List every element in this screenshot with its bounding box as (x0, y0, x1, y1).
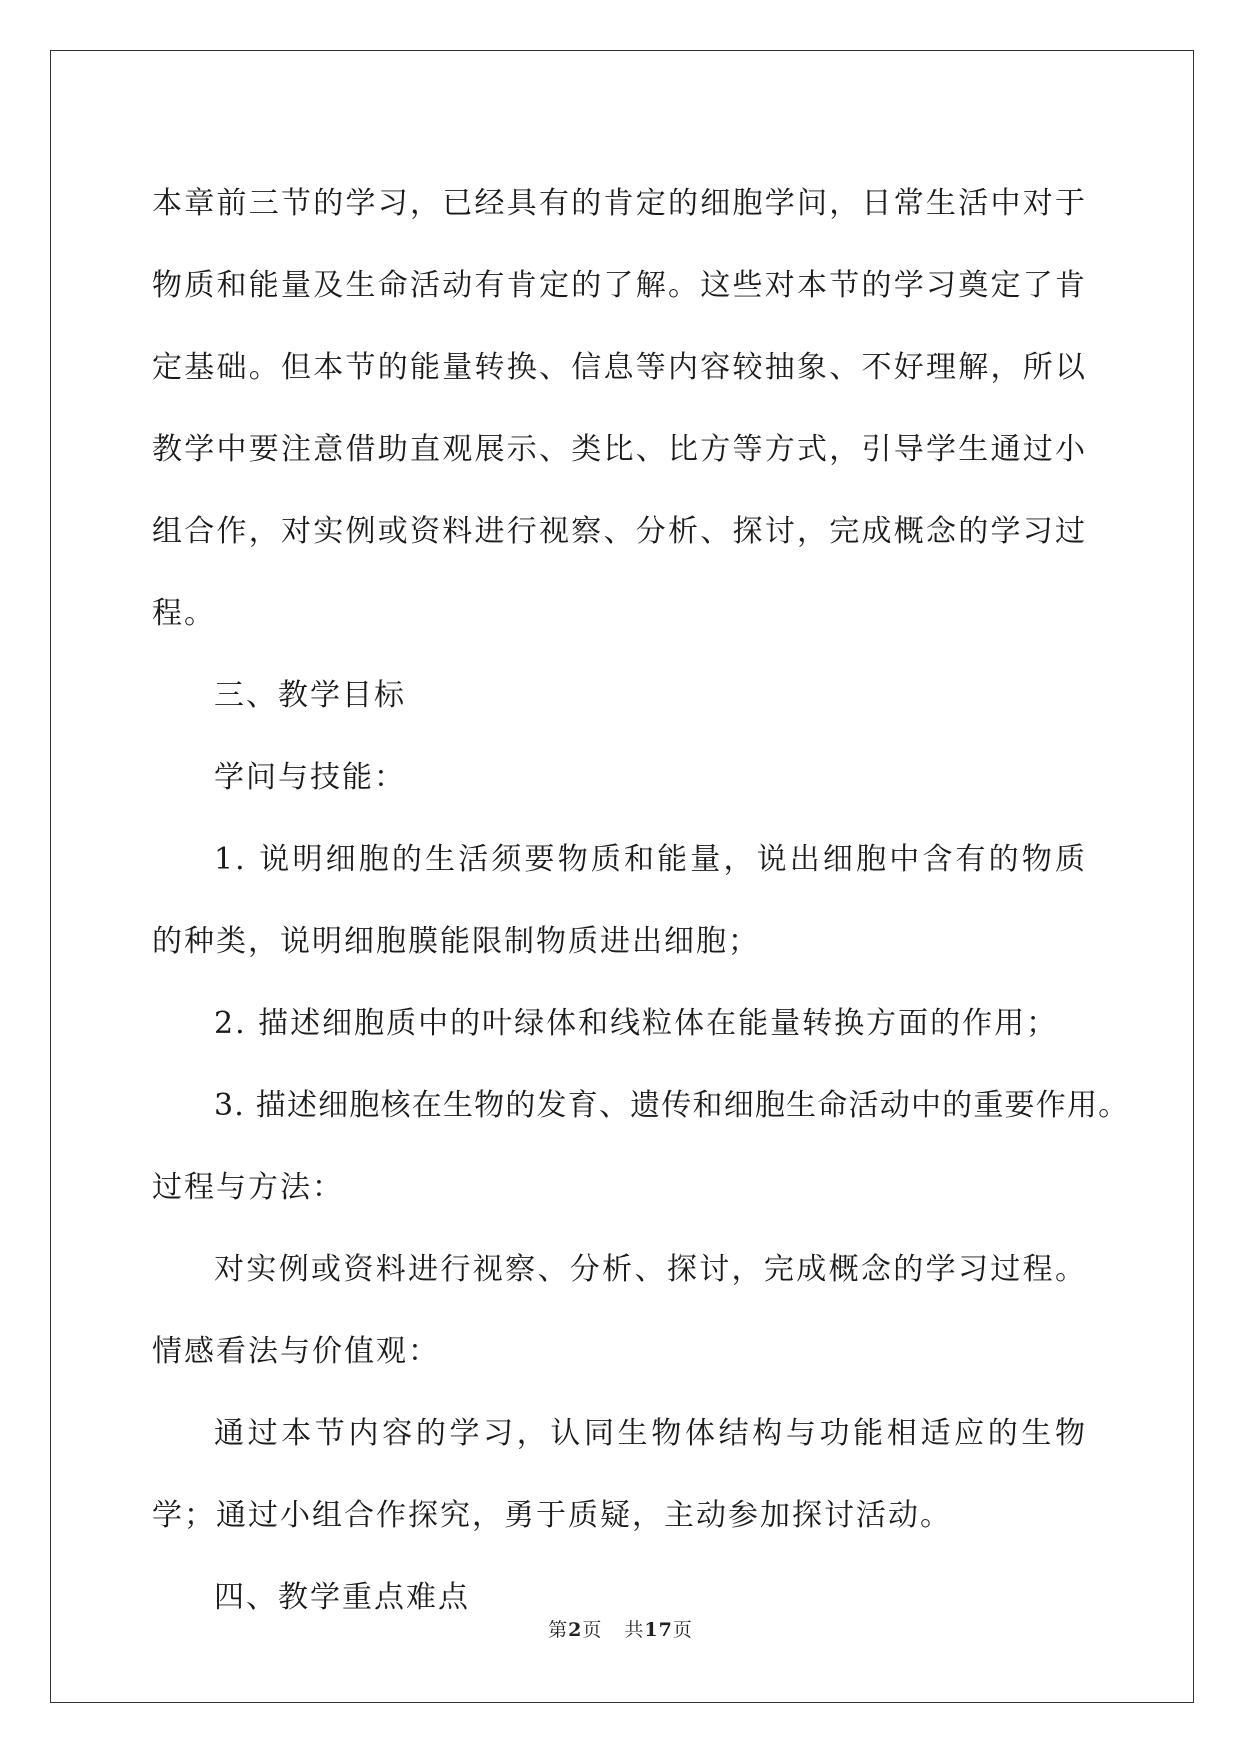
footer-page-unit: 页 (582, 1619, 603, 1641)
heading-teaching-objectives: 三、教学目标 (214, 678, 406, 713)
footer-total-unit: 页 (672, 1619, 693, 1641)
footer-prefix: 第 (548, 1619, 569, 1641)
subheading-knowledge-skills: 学问与技能： (214, 760, 406, 795)
objective-item-1: 1. 说明细胞的生活须要物质和能量，说出细胞中含有的物质的种类，说明细胞膜能限制物质进出细胞； (152, 842, 1087, 959)
subheading-process-method: 过程与方法： (152, 1170, 344, 1205)
page-footer (0, 1615, 1241, 1642)
paragraph-intro: 本章前三节的学习，已经具有的肯定的细胞学问，日常生活中对于物质和能量及生命活动有肯定的了解。这些对本节的学习奠定了肯定基础。但本节的能量转换、信息等内容较抽象、不好理解，所以教学中要注意借助直观展示、类比、比方等方式，引导学生通过小组合作，对实例或资料进行视察、分析、探讨，完成概念的学习过程。 (152, 186, 1087, 631)
footer-total-pages: 17 (644, 1619, 673, 1641)
footer-total-prefix: 共 (624, 1619, 645, 1641)
footer-page-number: 2 (568, 1619, 583, 1641)
paragraph-values: 通过本节内容的学习，认同生物体结构与功能相适应的生物学；通过小组合作探究，勇于质疑，主动参加探讨活动。 (152, 1416, 1087, 1533)
paragraph-process-method: 对实例或资料进行视察、分析、探讨，完成概念的学习过程。情感看法与价值观： (152, 1252, 1087, 1369)
objective-item-3: 3. 描述细胞核在生物的发育、遗传和细胞生命活动中的重要作用。 (214, 1088, 1130, 1123)
objective-item-2: 2. 描述细胞质中的叶绿体和线粒体在能量转换方面的作用； (214, 1006, 1059, 1041)
document-body (152, 163, 1130, 1639)
heading-key-difficult-points: 四、教学重点难点 (214, 1580, 470, 1615)
